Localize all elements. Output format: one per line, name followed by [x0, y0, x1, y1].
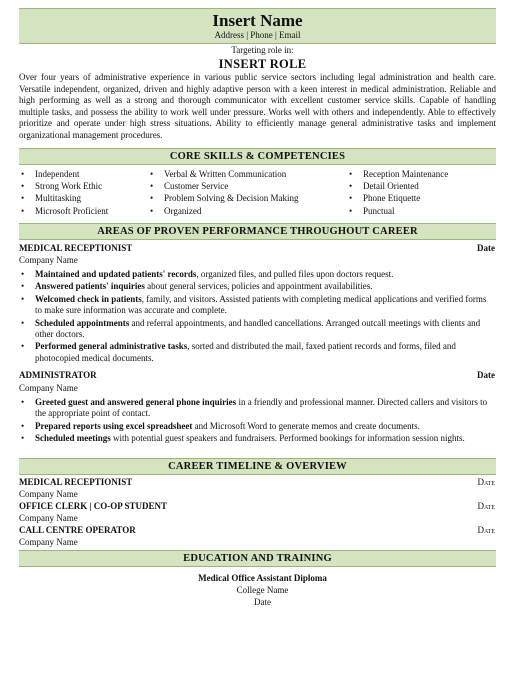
timeline-title: CALL CENTRE OPERATOR — [19, 525, 136, 535]
skill-item: • Detail Oriented — [347, 180, 497, 192]
timeline-date: Date — [477, 525, 495, 535]
timeline-company: Company Name — [19, 513, 78, 523]
job-date: Date — [477, 243, 495, 253]
timeline-date: Date — [477, 477, 495, 487]
skill-item: • Verbal & Written Communication — [148, 168, 348, 180]
skill-item: • Problem Solving & Decision Making — [148, 192, 348, 204]
professional-summary: Over four years of administrative experience in various public service sectors including legal administration and health care. Versatile independent, organized, driven and highly adaptive person with a keen interest in medical administration. Reliable and high performing as well as a strong and thorough communicator with excellent customer service skills. Capable of handling multiple tasks, and possess the ability to work well under pressure. Works well with others and independently. Able to effectively prioritize and operate under high stress situations. Ability to efficiently manage general administrative tasks and implement organizational management procedures. — [19, 72, 496, 140]
timeline-company: Company Name — [19, 489, 78, 499]
timeline-title: OFFICE CLERK | CO-OP STUDENT — [19, 501, 167, 511]
skill-item: • Organized — [148, 205, 348, 217]
skills-column-3 — [347, 168, 497, 217]
skill-item: • Reception Maintenance — [347, 168, 497, 180]
achievement-item: • Answered patients' inquiries about general services, policies and appointment availabilities. — [19, 281, 493, 292]
skills-column-1 — [19, 168, 149, 217]
achievement-item: • Greeted guest and answered general phone inquiries in a friendly and professional manner. Directed callers and visitors to the appropriate point of contact. — [19, 397, 493, 420]
skill-item: • Multitasking — [19, 192, 149, 204]
section-heading-timeline: CAREER TIMELINE & OVERVIEW — [19, 458, 496, 475]
job-date: Date — [477, 370, 495, 380]
skill-item: • Independent — [19, 168, 149, 180]
degree: Medical Office Assistant Diploma — [198, 573, 327, 583]
timeline-title: MEDICAL RECEPTIONIST — [19, 477, 133, 487]
section-heading-performance: AREAS OF PROVEN PERFORMANCE THROUGHOUT CAREER — [19, 223, 496, 240]
skill-item: • Punctual — [347, 205, 497, 217]
skill-item: • Phone Etiquette — [347, 192, 497, 204]
timeline-date: Date — [477, 501, 495, 511]
section-heading-education: EDUCATION AND TRAINING — [19, 550, 496, 567]
achievement-item: • Welcomed check in patients, family, and visitors. Assisted patients with completing medical applications and verified forms to make sure information was accurate and complete. — [19, 294, 493, 317]
section-heading-skills: CORE SKILLS & COMPETENCIES — [19, 148, 496, 165]
skill-item: • Microsoft Proficient — [19, 205, 149, 217]
job-title: MEDICAL RECEPTIONIST — [19, 243, 133, 253]
company-name: Company Name — [19, 255, 78, 265]
timeline-company: Company Name — [19, 537, 78, 547]
skills-column-2 — [148, 168, 348, 217]
company-name: Company Name — [19, 383, 78, 393]
job-title: ADMINISTRATOR — [19, 370, 97, 380]
skill-item: • Strong Work Ethic — [19, 180, 149, 192]
achievement-item: • Scheduled meetings with potential guest speakers and fundraisers. Performed bookings for information session nights. — [19, 433, 493, 444]
skill-item: • Customer Service — [148, 180, 348, 192]
job-achievements — [19, 397, 493, 446]
targeting-label: Targeting role in: — [231, 45, 294, 55]
target-role: INSERT ROLE — [218, 57, 307, 71]
candidate-name: Insert Name — [212, 11, 303, 30]
achievement-item: • Scheduled appointments and referral appointments, and handled cancellations. Arranged outcall meetings with clients and other doctors. — [19, 318, 493, 341]
college-name: College Name — [236, 585, 289, 595]
job-achievements — [19, 269, 493, 365]
contact-line: Address | Phone | Email — [214, 30, 301, 40]
education-date: Date — [254, 597, 271, 607]
achievement-item: • Maintained and updated patients' records, organized files, and pulled files upon doctors request. — [19, 269, 493, 280]
achievement-item: • Prepared reports using excel spreadsheet and Microsoft Word to generate memos and create documents. — [19, 421, 493, 432]
name-header — [19, 8, 496, 44]
achievement-item: • Performed general administrative tasks, sorted and distributed the mail, faxed patient records and forms, filed and photocopied medical documents. — [19, 341, 493, 364]
